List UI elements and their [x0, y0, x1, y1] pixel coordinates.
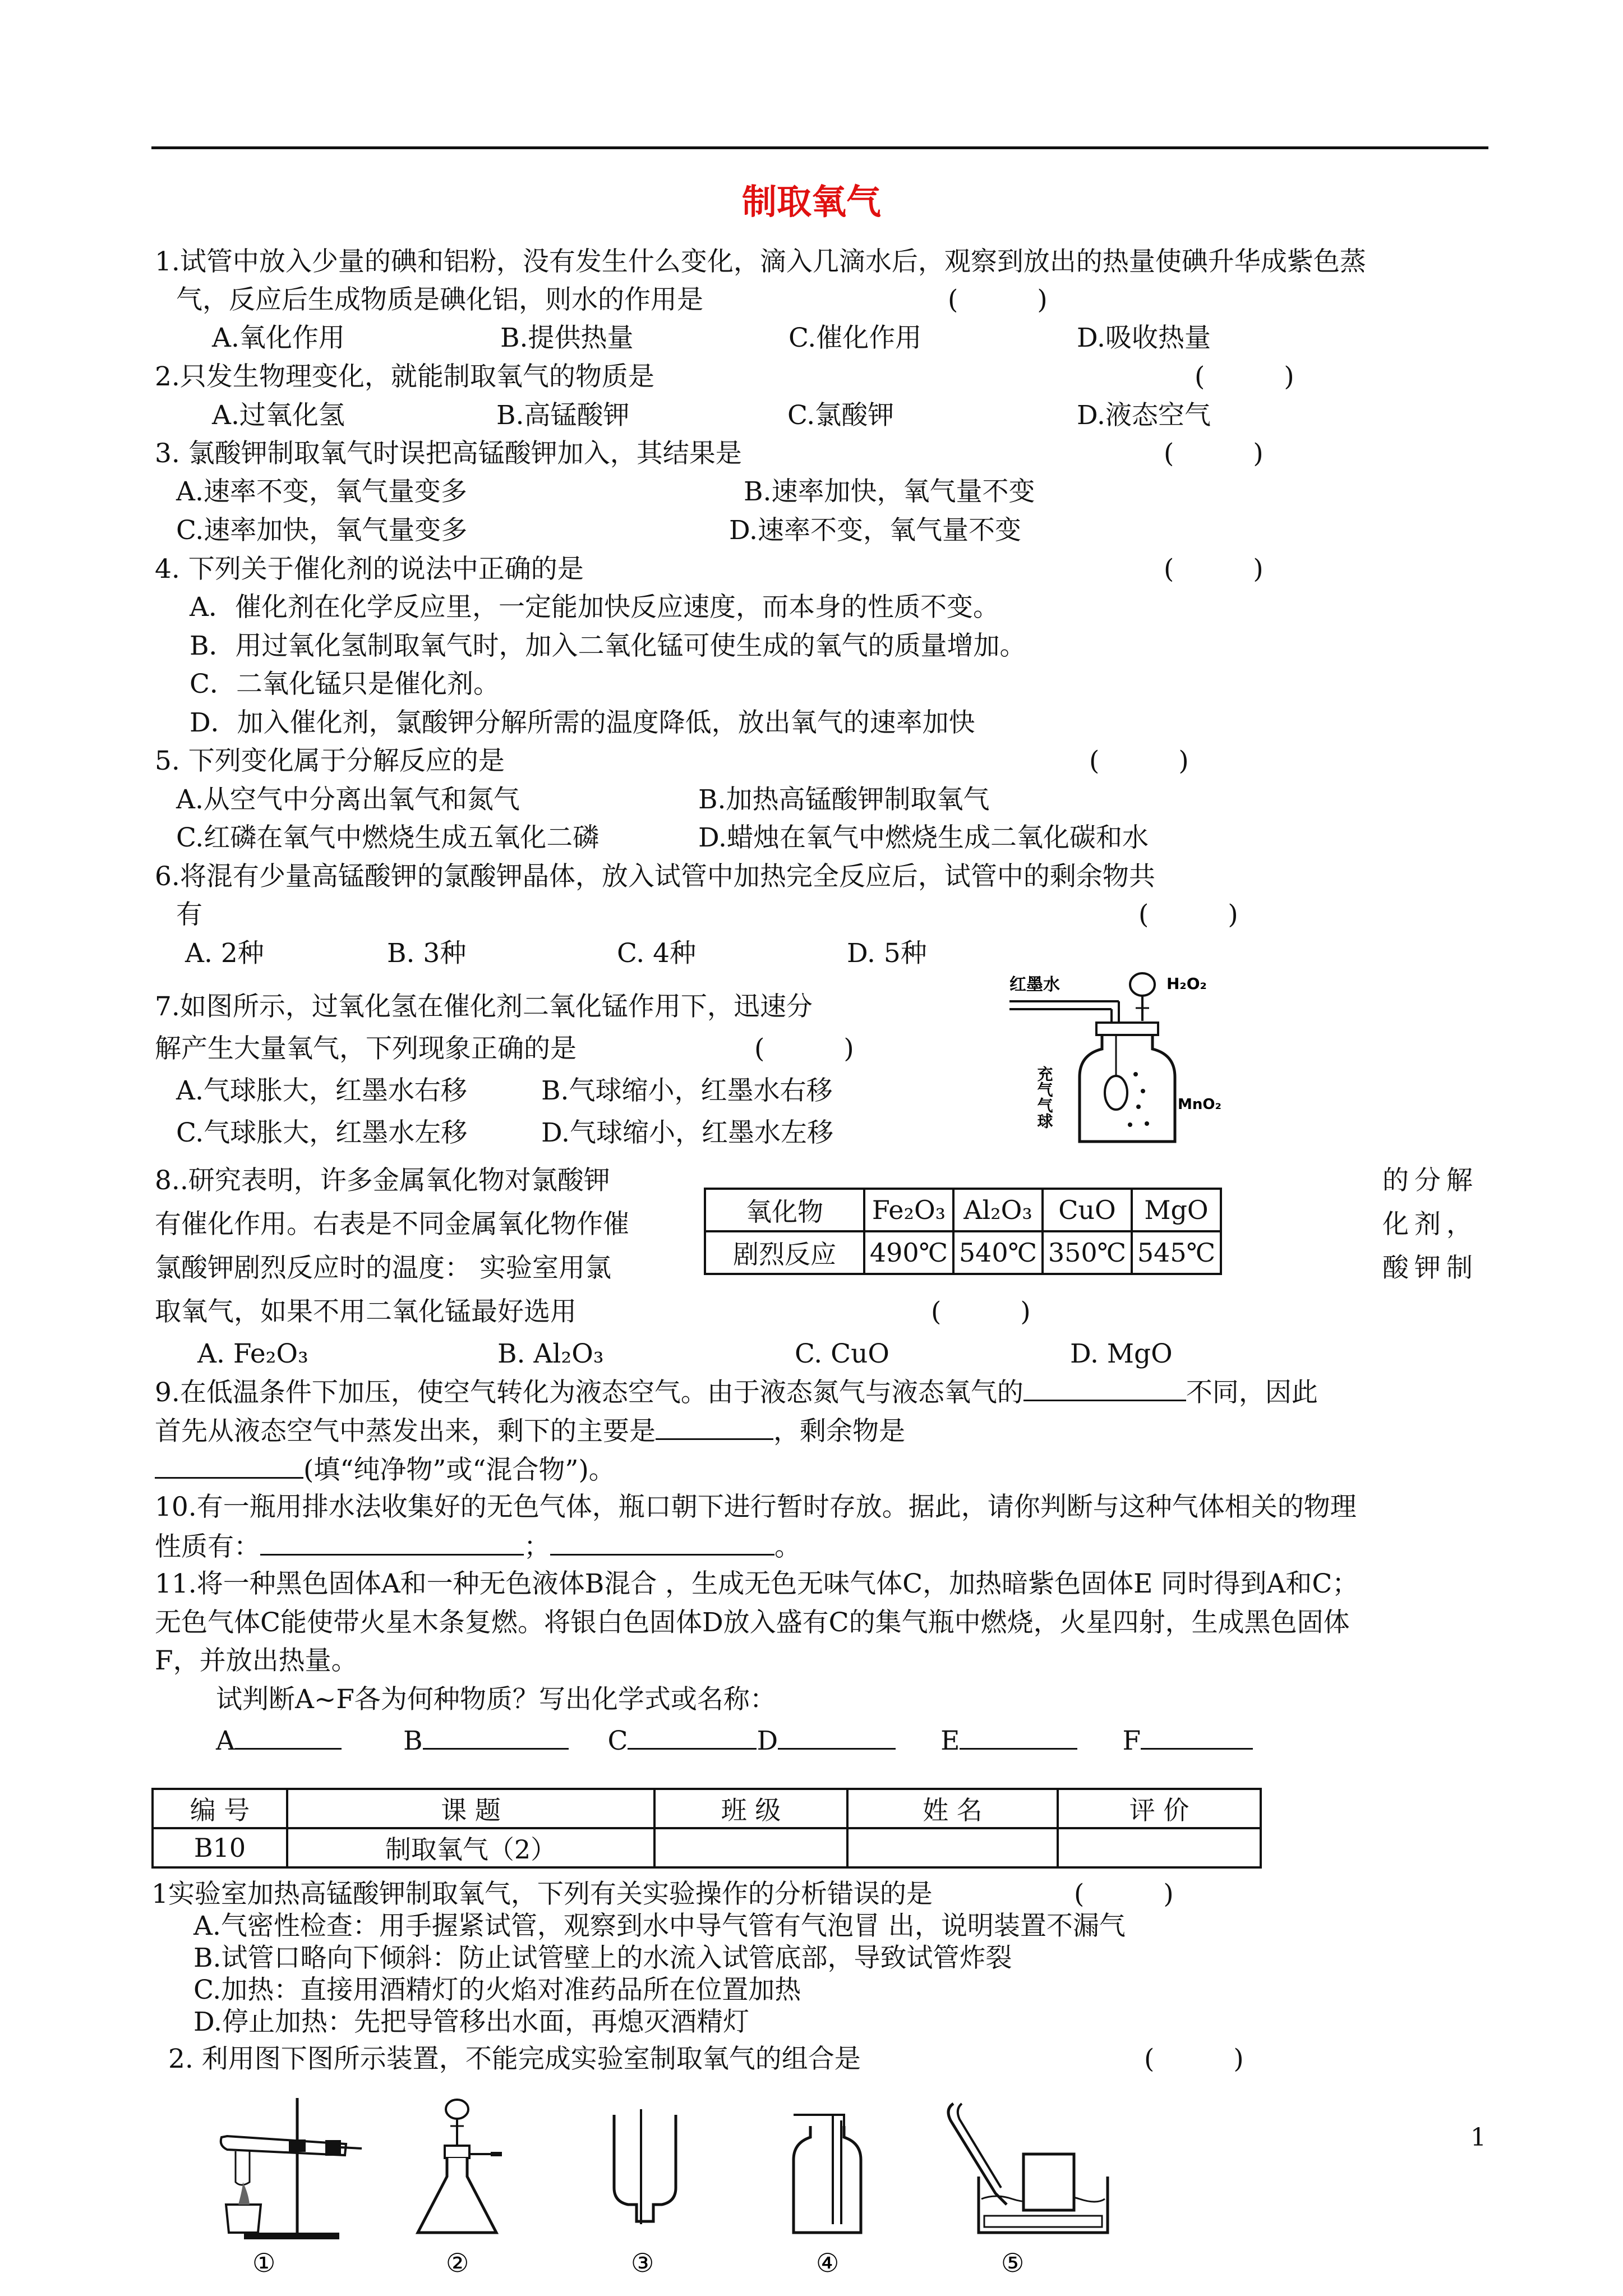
- q4-option-c: C．二氧化锰只是催化剂。: [190, 669, 500, 700]
- q8-option-b: B. Al₂O₃: [497, 1338, 604, 1369]
- q2-bracket: ( ): [1195, 361, 1294, 392]
- q3-bracket: ( ): [1164, 438, 1264, 469]
- q1-option-d: D.吸收热量: [1077, 323, 1211, 353]
- p2q2-bracket: ( ): [1144, 2044, 1244, 2074]
- q11-label-b: B: [403, 1726, 423, 1756]
- table-cell: 540℃: [953, 1231, 1043, 1274]
- q5-option-b: B.加热高锰酸钾制取氧气: [698, 784, 990, 815]
- p2q1-option-d: D.停止加热：先把导管移出水面，再熄灭酒精灯: [193, 2007, 749, 2037]
- apparatus-5-trough-icon: [948, 2104, 1108, 2277]
- q7-option-b: B.气球缩小，红墨水右移: [541, 1075, 833, 1106]
- q4-option-d: D．加入催化剂，氯酸钾分解所需的温度降低，放出氧气的速率加快: [190, 707, 975, 738]
- q11-blank-b[interactable]: [423, 1723, 569, 1750]
- apparatus-figures: [210, 2092, 1332, 2277]
- apparatus-1-heating-icon: [221, 2098, 362, 2277]
- q10-line2-text: 性质有：: [155, 1531, 260, 1562]
- q7-fig-label-mno2: MnO₂: [1178, 1096, 1221, 1113]
- apparatus-label-1: ①: [252, 2248, 276, 2277]
- q10-line1: 10.有一瓶用排水法收集好的无色气体，瓶口朝下进行暂时存放。据此，请你判断与这种气体相关的物理: [155, 1492, 1357, 1522]
- apparatus-3-bottle-icon: [614, 2109, 676, 2277]
- q2-stem: 2.只发生物理变化，就能制取氧气的物质是: [155, 361, 654, 392]
- q1-option-c: C.催化作用: [789, 323, 922, 353]
- q8-line3-right: 酸钾制: [1382, 1253, 1478, 1283]
- q3-option-d: D.速率不变，氧气量不变: [729, 515, 1021, 546]
- q1-option-b: B.提供热量: [500, 323, 634, 353]
- q8-line2-right: 化剂，: [1382, 1209, 1478, 1240]
- table-cell[interactable]: [1058, 1828, 1261, 1867]
- q11-blanks-row: [216, 1723, 1253, 1758]
- q7-option-d: D.气球缩小，红墨水左移: [541, 1117, 833, 1148]
- q9-blank-2[interactable]: [656, 1414, 773, 1440]
- p2q1-option-b: B.试管口略向下倾斜：防止试管壁上的水流入试管底部，导致试管炸裂: [193, 1943, 1012, 1973]
- table-cell[interactable]: [654, 1828, 847, 1867]
- q4-option-a: A．催化剂在化学反应里，一定能加快反应速度，而本身的性质不变。: [190, 592, 999, 623]
- q9-line1: [155, 1375, 1318, 1410]
- table-cell: 氧化物: [705, 1189, 864, 1231]
- q9-blank-1[interactable]: [1023, 1375, 1186, 1401]
- q8-line1: 8..研究表明，许多金属氧化物对氯酸钾: [155, 1165, 610, 1196]
- q6-bracket: ( ): [1138, 899, 1238, 930]
- table-cell: Fe₂O₃: [864, 1189, 953, 1231]
- page-title: 制取氧气: [741, 181, 881, 222]
- q7-line2: 解产生大量氧气，下列现象正确的是: [155, 1033, 577, 1064]
- table-cell: B10: [153, 1828, 287, 1867]
- table-cell: Al₂O₃: [953, 1189, 1043, 1231]
- p2q1-option-a: A.气密性检查：用手握紧试管，观察到水中导气管有气泡冒 出，说明装置不漏气: [193, 1911, 1126, 1941]
- q7-fig-label-ink: 红墨水: [1009, 975, 1060, 995]
- q11-blank-c[interactable]: [628, 1723, 757, 1750]
- q11-blank-e[interactable]: [960, 1723, 1077, 1750]
- q8-line3: 氯酸钾剧烈反应时的温度： 实验室用氯: [155, 1253, 611, 1283]
- q7-option-a: A.气球胀大，红墨水右移: [176, 1075, 467, 1106]
- q3-option-c: C.速率加快，氧气量变多: [176, 515, 468, 546]
- table-cell: 剧烈反应: [705, 1231, 864, 1274]
- apparatus-4-bottle-icon: [794, 2115, 861, 2277]
- q11-blank-d[interactable]: [778, 1723, 896, 1750]
- lesson-info-table: [151, 1788, 1262, 1869]
- q6-option-c: C. 4种: [617, 938, 697, 969]
- table-cell: 350℃: [1043, 1231, 1132, 1274]
- q8-oxide-table: [704, 1188, 1222, 1275]
- q10-line2: [155, 1529, 801, 1564]
- table-header-cell: 姓 名: [847, 1789, 1058, 1828]
- q7-fig-label-balloon: 充气气球: [1035, 1066, 1054, 1129]
- q8-bracket: ( ): [931, 1296, 1031, 1327]
- q4-option-b: B．用过氧化氢制取氧气时，加入二氧化锰可使生成的氧气的质量增加。: [190, 631, 1026, 661]
- q8-option-c: C. CuO: [795, 1338, 889, 1369]
- q8-option-d: D. MgO: [1070, 1338, 1173, 1369]
- table-header-cell: 编 号: [153, 1789, 287, 1828]
- q3-option-a: A.速率不变，氧气量变多: [176, 476, 467, 507]
- q5-bracket: ( ): [1089, 746, 1189, 776]
- q1-option-a: A.氧化作用: [212, 323, 345, 353]
- q8-line2: 有催化作用。右表是不同金属氧化物作催: [155, 1209, 629, 1240]
- q11-label-c: C: [607, 1726, 628, 1756]
- q4-bracket: ( ): [1164, 554, 1264, 585]
- q7-fig-label-h2o2: H₂O₂: [1166, 974, 1207, 993]
- p2q1-bracket: ( ): [1074, 1879, 1174, 1910]
- table-header-cell: 课 题: [287, 1789, 654, 1828]
- q2-option-c: C.氯酸钾: [787, 400, 895, 431]
- q11-line3: F，并放出热量。: [155, 1645, 358, 1676]
- q7-apparatus-figure: [1004, 956, 1262, 1147]
- q8-line4: 取氧气，如果不用二氧化锰最好选用: [155, 1296, 577, 1327]
- q11-line4: 试判断A~F各为何种物质？写出化学式或名称：: [216, 1684, 776, 1715]
- apparatus-label-5: ⑤: [1001, 2248, 1025, 2277]
- q1-bracket: ( ): [948, 284, 1048, 315]
- q11-line2: 无色气体C能使带火星木条复燃。将银白色固体D放入盛有C的集气瓶中燃烧，火星四射，生成黑色固体: [155, 1607, 1350, 1638]
- q9-line1-tail: 不同，因此: [1186, 1377, 1318, 1408]
- apparatus-2-flask-icon: [418, 2100, 502, 2277]
- q9-line2: [155, 1414, 905, 1448]
- p2q2-stem: 2. 利用图下图所示装置，不能完成实验室制取氧气的组合是: [168, 2044, 861, 2074]
- table-cell: CuO: [1043, 1189, 1132, 1231]
- q1-line2: 气，反应后生成物质是碘化铝，则水的作用是: [176, 284, 703, 315]
- q9-line2-text: 首先从液态空气中蒸发出来，剩下的主要是: [155, 1416, 656, 1447]
- table-cell[interactable]: [847, 1828, 1058, 1867]
- q6-line1: 6.将混有少量高锰酸钾的氯酸钾晶体，放入试管中加热完全反应后，试管中的剩余物共: [155, 861, 1155, 892]
- q7-option-c: C.气球胀大，红墨水左移: [176, 1117, 468, 1148]
- table-cell: 490℃: [864, 1231, 953, 1274]
- q9-blank-3[interactable]: [155, 1452, 303, 1479]
- q7-bracket: ( ): [754, 1033, 854, 1064]
- q5-option-a: A.从空气中分离出氧气和氮气: [176, 784, 520, 815]
- table-header-cell: 评 价: [1058, 1789, 1261, 1828]
- apparatus-label-4: ④: [816, 2248, 840, 2277]
- top-rule: [151, 146, 1488, 149]
- q1-line1: 1.试管中放入少量的碘和铝粉，没有发生什么变化，滴入几滴水后，观察到放出的热量使碘升华成紫色蒸: [155, 246, 1366, 277]
- q10-blank-1[interactable]: [260, 1529, 524, 1556]
- q11-blank-a[interactable]: [235, 1723, 342, 1750]
- apparatus-label-2: ②: [446, 2248, 469, 2277]
- q11-line1: 11.将一种黑色固体A和一种无色液体B混合 ，生成无色无味气体C，加热暗紫色固体E 同时得到A和C；: [155, 1568, 1359, 1599]
- q6-option-d: D. 5种: [847, 938, 927, 969]
- apparatus-label-3: ③: [631, 2248, 654, 2277]
- q10-end: 。: [774, 1531, 801, 1562]
- q9-line1-text: 9.在低温条件下加压，使空气转化为液态空气。由于液态氮气与液态氧气的: [155, 1377, 1023, 1408]
- q4-stem: 4. 下列关于催化剂的说法中正确的是: [155, 554, 584, 585]
- q2-option-b: B.高锰酸钾: [496, 400, 630, 431]
- p2q1-option-c: C.加热：直接用酒精灯的火焰对准药品所在位置加热: [193, 1975, 801, 2005]
- page-number: 1: [1470, 2123, 1486, 2152]
- q3-stem: 3. 氯酸钾制取氧气时误把高锰酸钾加入，其结果是: [155, 438, 742, 469]
- table-header-cell: 班 级: [654, 1789, 847, 1828]
- q3-option-b: B.速率加快，氧气量不变: [744, 476, 1035, 507]
- q5-stem: 5. 下列变化属于分解反应的是: [155, 746, 505, 776]
- q5-option-c: C.红磷在氧气中燃烧生成五氧化二磷: [176, 822, 600, 853]
- q10-sep: ；: [524, 1531, 550, 1562]
- q11-label-e: E: [940, 1726, 960, 1756]
- q11-label-a: A: [216, 1726, 235, 1756]
- q11-label-f: F: [1122, 1726, 1141, 1756]
- q11-blank-f[interactable]: [1141, 1723, 1253, 1750]
- table-cell: MgO: [1132, 1189, 1221, 1231]
- q2-option-a: A.过氧化氢: [212, 400, 345, 431]
- table-row: [705, 1231, 1221, 1274]
- p2q1-stem: 1实验室加热高锰酸钾制取氧气，下列有关实验操作的分析错误的是: [151, 1879, 933, 1910]
- q2-option-d: D.液态空气: [1077, 400, 1211, 431]
- q7-line1: 7.如图所示，过氧化氢在催化剂二氧化锰作用下，迅速分: [155, 991, 813, 1022]
- q6-option-b: B. 3种: [387, 938, 467, 969]
- q8-option-a: A. Fe₂O₃: [197, 1338, 308, 1369]
- table-row: [153, 1789, 1261, 1828]
- table-row: [705, 1189, 1221, 1231]
- q10-blank-2[interactable]: [550, 1529, 774, 1556]
- q9-line2-tail: ，剩余物是: [773, 1416, 905, 1447]
- q9-line3: [155, 1452, 615, 1487]
- q6-option-a: A. 2种: [185, 938, 264, 969]
- q9-line3-tail: (填“纯净物”或“混合物”)。: [303, 1455, 615, 1485]
- q5-option-d: D.蜡烛在氧气中燃烧生成二氧化碳和水: [698, 822, 1149, 853]
- table-row: [153, 1828, 1261, 1867]
- q8-line1-right: 的分解: [1382, 1165, 1478, 1196]
- table-cell: 制取氧气（2）: [287, 1828, 654, 1867]
- table-cell: 545℃: [1132, 1231, 1221, 1274]
- q11-label-d: D: [757, 1726, 778, 1756]
- q6-line2: 有: [176, 899, 202, 930]
